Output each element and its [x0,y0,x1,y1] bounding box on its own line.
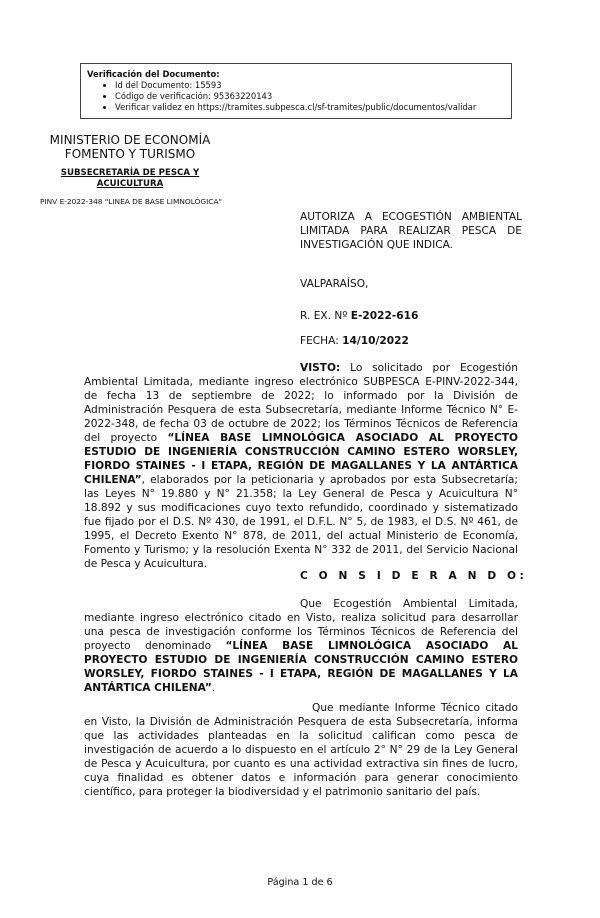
considerando-p1-end: . [211,682,216,694]
considerando-p1-project: “LÍNEA BASE LIMNOLÓGICA ASOCIADO AL PROYECTO ESTUDIO DE INGENIERÍA CONSTRUCCIÓN CAMINO ESTERO WORSLEY, FIORDO STAINES - I ETAPA, REGIÓN DE MAGALLANES Y LA ANTÁRTICA CHILENA” [84,640,518,694]
fecha-value: 14/10/2022 [342,335,409,347]
subsecretaria-label: SUBSECRETARÍA DE PESCA Y ACUICULTURA [60,168,200,189]
ministry-line-2: FOMENTO Y TURISMO [64,147,196,161]
verification-list [87,80,511,113]
rex-label: R. EX. Nº [300,310,348,322]
considerando-p2-text: Que mediante Informe Técnico citado en Visto, la División de Administración Pesquera de esta Subsecretaría, informa que las actividades planteadas en la solicitud califican como pesca de investigación de acuerdo a lo dispuesto en el artículo 2° N° 29 de la Ley General de Pesca y Acuicultura, por cuanto es una actividad extractiva sin fines de lucro, cuya finalidad es obtener datos e información para generar conocimiento científico, para proteger la biodiversidad y el patrimonio sanitario del país. [84,702,518,798]
resolution-title: AUTORIZA A ECOGESTIÓN AMBIENTAL LIMITADA PARA REALIZAR PESCA DE INVESTIGACIÓN QUE INDICA. [300,211,522,251]
rex-value: E-2022-616 [350,310,419,322]
ministry-line-1: MINISTERIO DE ECONOMÍA [49,133,211,147]
verification-box [80,63,512,119]
verification-code: • Código de verificación: 95363220143 [115,91,511,102]
page-number: Página 1 de 6 [267,877,333,888]
visto-label: VISTO: [300,362,341,374]
visto-text-2: , elaborados por la peticionaria y aprobados por esta Subsecretaría; las Leyes N° 19.880 y N° 21.358; la Ley General de Pesca y Acuicultura N° 18.892 y sus modificaciones cuyo texto refundido, coordinado y sistematizado fue fijado por el D.S. Nº 430, de 1991, el D.F.L. N° 5, de 1983, el D.S. Nº 461, de 1995, el Decreto Exento N° 878, de 2011, del actual Ministerio de Economía, Fomento y Turismo; y la resolución Exenta N° 332 de 2011, del Servicio Nacional de Pesca y Acuicultura. [84,474,518,570]
visto-text-1: Lo solicitado por Ecogestión Ambiental Limitada, mediante ingreso electrónico SUBPESCA E-PINV-2022-344, de fecha 13 de septiembre de 2022; lo informado por la División de Administración Pesquera de esta Subsecretaría, mediante Informe Técnico N° E-2022-348, de fecha 03 de octubre de 2022; los Términos Técnicos de Referencia del proyecto [84,362,518,444]
visto-project-name: “LÍNEA BASE LIMNOLÓGICA ASOCIADO AL PROYECTO ESTUDIO DE INGENIERÍA CONSTRUCCIÓN CAMINO ESTERO WORSLEY, FIORDO STAINES - I ETAPA, REGIÓN DE MAGALLANES Y LA ANTÁRTICA CHILENA” [84,432,518,486]
verification-doc-id: • Id del Documento: 15593 [115,80,511,91]
considerando-paragraph-2 [84,701,518,799]
visto-paragraph [84,361,518,571]
considerando-paragraph-1 [84,597,518,695]
considerando-heading: C O N S I D E R A N D O: [300,570,528,582]
ministry-header [40,133,220,161]
place-label: VALPARAÍSO, [300,278,369,290]
resolution-date [300,335,409,347]
pinv-reference: PINV E-2022-348 "LINEA DE BASE LIMNOLÓGICA" [40,197,222,206]
verification-url[interactable]: • Verificar validez en https://tramites.subpesca.cl/sf-tramites/public/documentos/validar [115,102,511,113]
verification-title: Verificación del Documento: [87,69,220,79]
fecha-label: FECHA: [300,335,339,347]
resolution-number [300,310,418,322]
considerando-p1-text: Que Ecogestión Ambiental Limitada, mediante ingreso electrónico citado en Visto, realiza solicitud para desarrollar una pesca de investigación conforme los Términos Técnicos de Referencia del proyecto denominado [84,598,518,652]
